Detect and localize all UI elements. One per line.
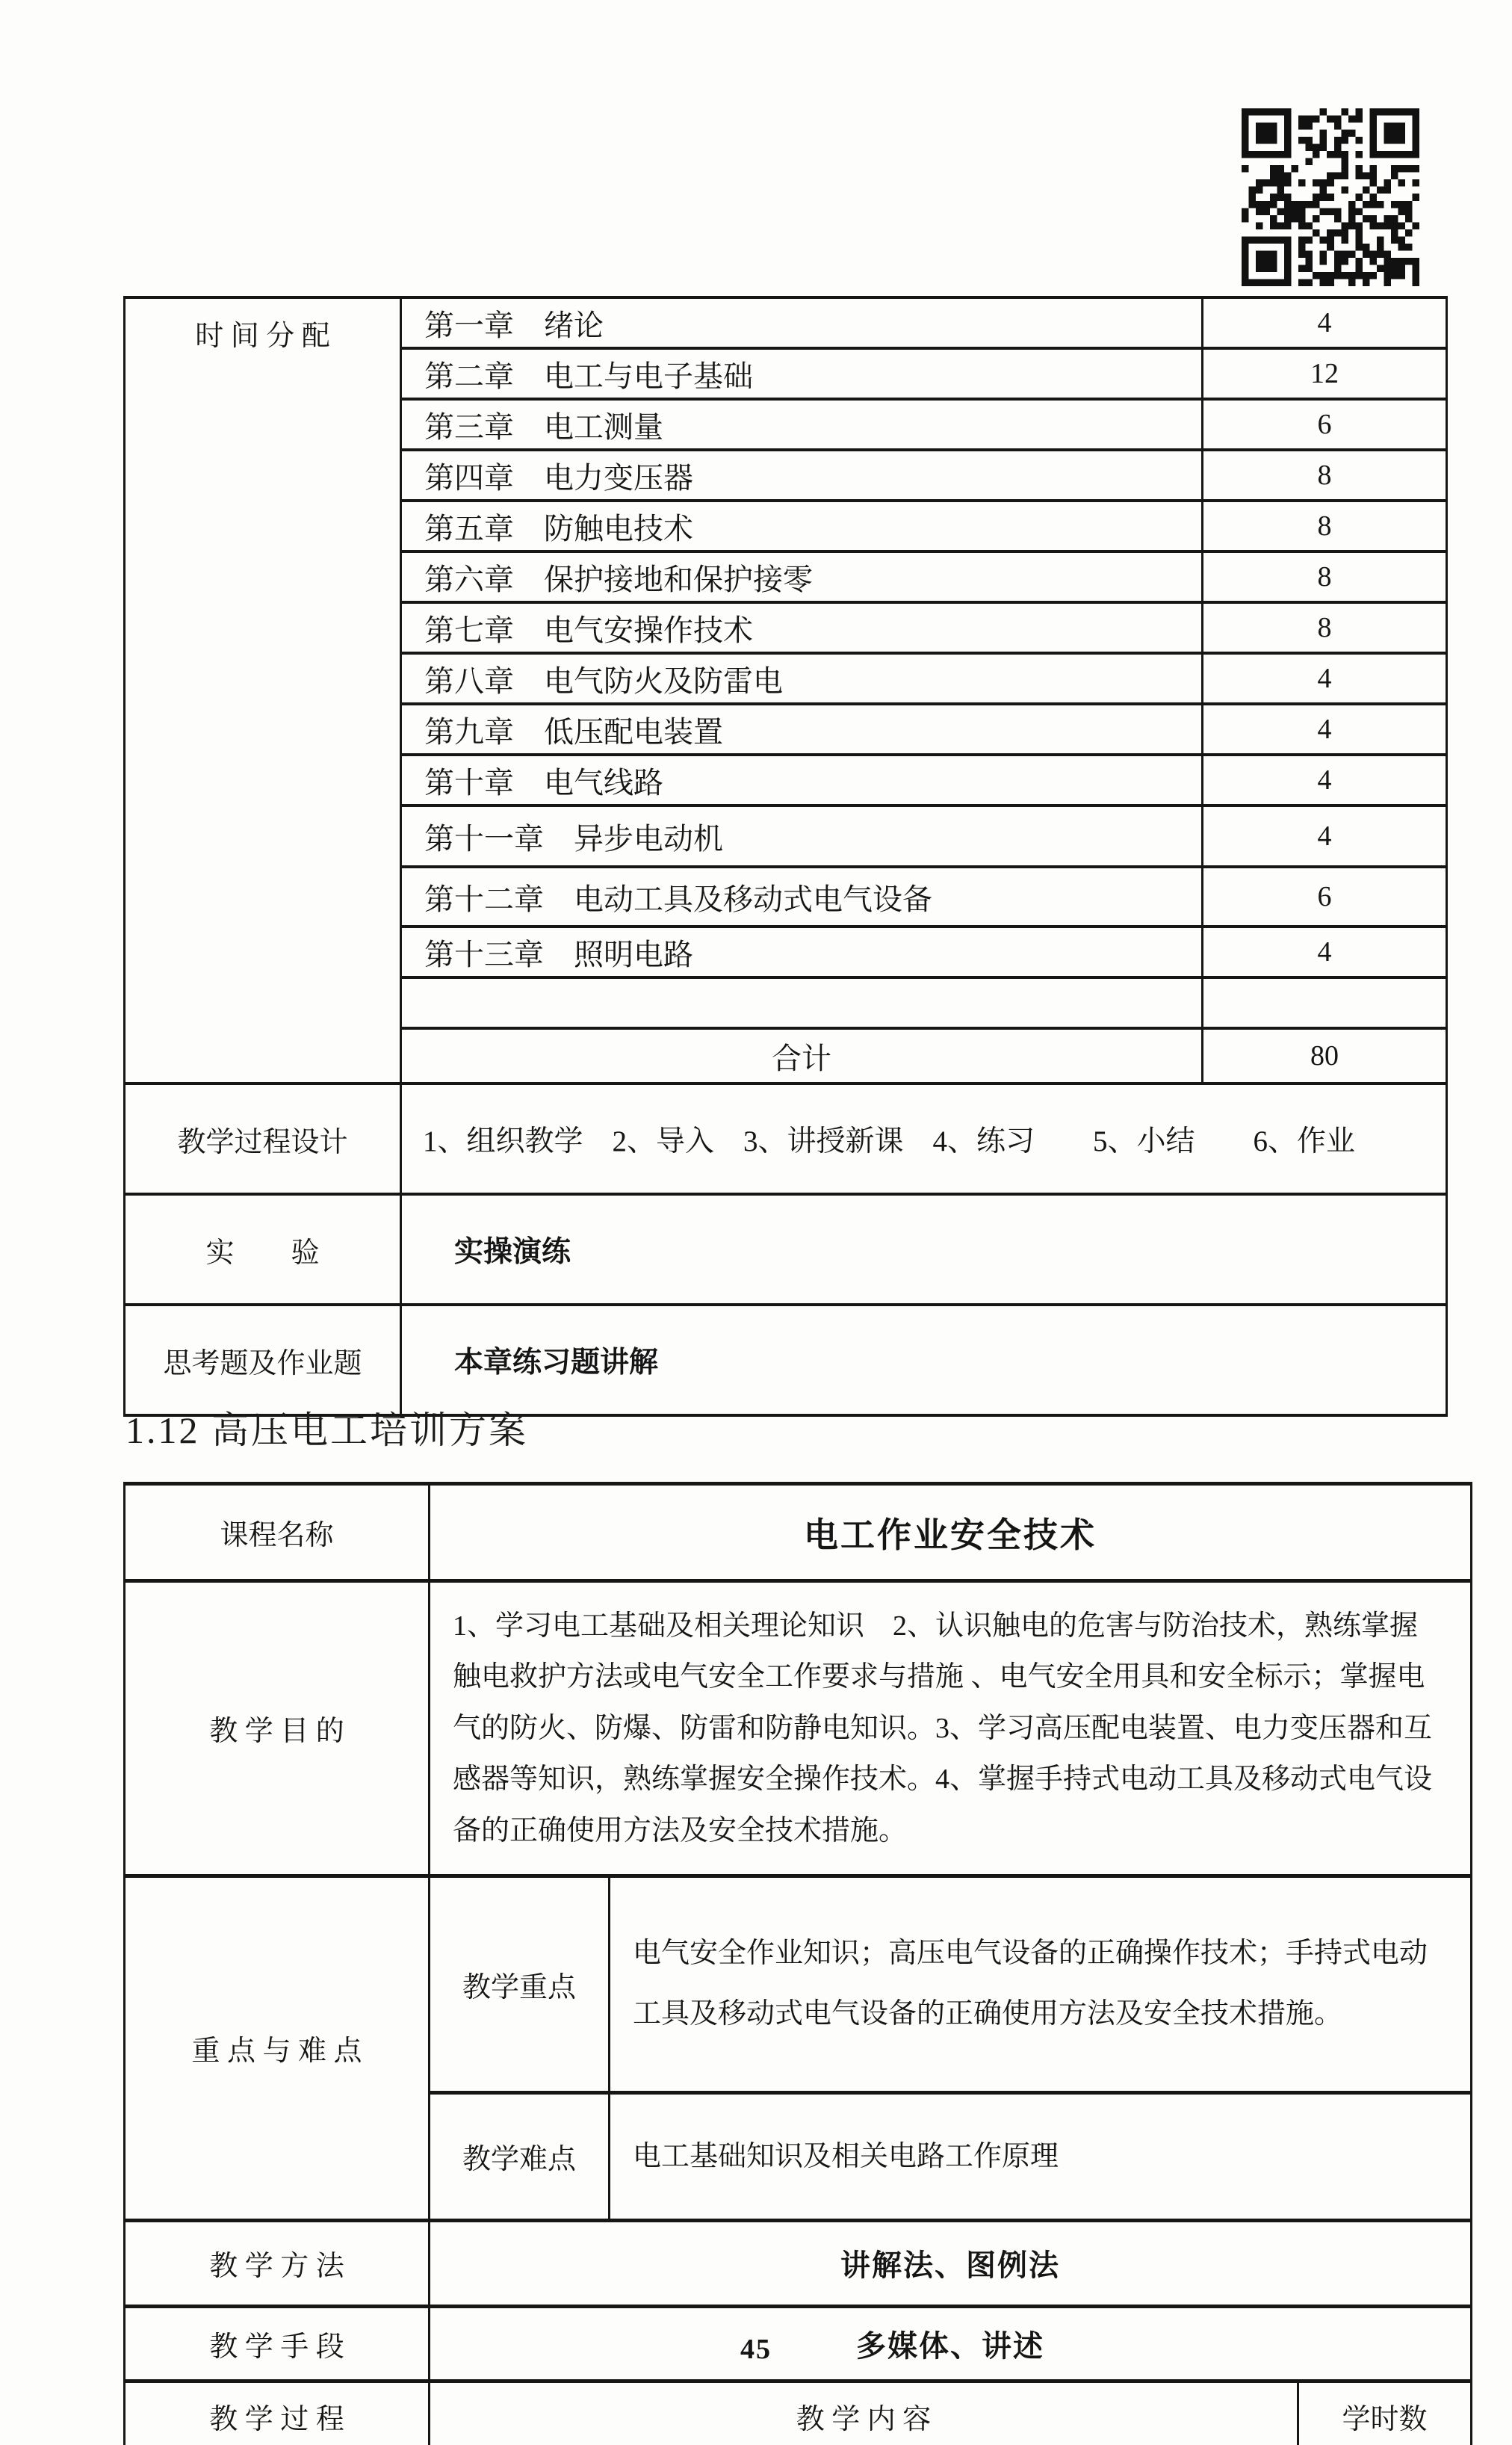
teaching-objective-row — [125, 1581, 1472, 1876]
teaching-process-label: 教 学 过 程 — [125, 2381, 430, 2445]
section-heading: 1.12 高压电工培训方案 — [126, 1409, 528, 1451]
teaching-process-design-label: 教学过程设计 — [125, 1084, 401, 1194]
teaching-objective-value: 1、学习电工基础及相关理论知识 2、认识触电的危害与防治技术，熟练掌握触电救护方法或电气安全工作要求与措施 、电气安全用具和安全标示；掌握电气的防火、防爆、防雷和防静电知识。3、学习高压配电装置、电力变压器和互感器等知识，熟练掌握安全操作技术。4、掌握手持式电动工具及移动式电气设备的正确使用方法及安全技术措施。 — [430, 1581, 1472, 1876]
chapter-title: 第四章 电力变压器 — [401, 450, 1203, 501]
experiment-value: 实操演练 — [401, 1194, 1447, 1305]
chapter-hours: 4 — [1203, 704, 1447, 755]
course-name-label: 课程名称 — [125, 1484, 430, 1581]
chapter-hours: 4 — [1203, 653, 1447, 704]
chapter-hours: 4 — [1203, 297, 1447, 348]
chapter-hours: 8 — [1203, 602, 1447, 653]
chapter-title: 第七章 电气安操作技术 — [401, 602, 1203, 653]
teaching-objective-label: 教 学 目 的 — [125, 1581, 430, 1876]
chapter-title: 第六章 保护接地和保护接零 — [401, 551, 1203, 602]
teaching-focus-row — [125, 1876, 1472, 2092]
chapter-hours: 8 — [1203, 450, 1447, 501]
time-allocation-label: 时 间 分 配 — [125, 297, 401, 1084]
teaching-focus-label: 教学重点 — [430, 1876, 610, 2092]
chapter-hours: 8 — [1203, 551, 1447, 602]
course-plan-table — [123, 1482, 1472, 2445]
teaching-method-value: 讲解法、图例法 — [430, 2220, 1472, 2306]
page-number: 45 — [740, 2334, 772, 2365]
qr-code — [1242, 103, 1419, 291]
chapter-title: 第十章 电气线路 — [401, 755, 1203, 806]
homework-value: 本章练习题讲解 — [401, 1305, 1447, 1415]
chapter-title: 第三章 电工测量 — [401, 399, 1203, 450]
chapter-title: 第二章 电工与电子基础 — [401, 348, 1203, 399]
chapter-hours: 6 — [1203, 867, 1447, 927]
chapter-title: 第十一章 异步电动机 — [401, 806, 1203, 867]
teaching-process-header-row — [125, 2381, 1472, 2445]
teaching-process-design-row — [125, 1084, 1447, 1194]
chapter-title: 第十二章 电动工具及移动式电气设备 — [401, 867, 1203, 927]
chapter-hours: 6 — [1203, 399, 1447, 450]
chapter-hours: 4 — [1203, 927, 1447, 977]
time-allocation-table — [123, 296, 1448, 1417]
chapter-title: 第一章 绪论 — [401, 297, 1203, 348]
chapter-title: 第五章 防触电技术 — [401, 501, 1203, 551]
chapter-hours: 4 — [1203, 755, 1447, 806]
experiment-row — [125, 1194, 1447, 1305]
chapter-hours — [1203, 977, 1447, 1028]
chapter-title — [401, 977, 1203, 1028]
total-label: 合计 — [401, 1028, 1203, 1084]
chapter-hours: 8 — [1203, 501, 1447, 551]
total-hours: 80 — [1203, 1028, 1447, 1084]
chapter-title: 第九章 低压配电装置 — [401, 704, 1203, 755]
experiment-label: 实 验 — [125, 1194, 401, 1305]
hours-count-header: 学时数 — [1298, 2381, 1472, 2445]
course-name-value: 电工作业安全技术 — [430, 1484, 1472, 1581]
chapter-hours: 4 — [1203, 806, 1447, 867]
table-row — [125, 297, 1447, 348]
chapter-title: 第八章 电气防火及防雷电 — [401, 653, 1203, 704]
course-name-row — [125, 1484, 1472, 1581]
teaching-difficulty-value: 电工基础知识及相关电路工作原理 — [610, 2092, 1472, 2220]
teaching-difficulty-label: 教学难点 — [430, 2092, 610, 2220]
homework-row — [125, 1305, 1447, 1415]
teaching-method-row — [125, 2220, 1472, 2306]
teaching-method-label: 教 学 方 法 — [125, 2220, 430, 2306]
teaching-means-label: 教 学 手 段 — [125, 2306, 430, 2381]
teaching-focus-value: 电气安全作业知识；高压电气设备的正确操作技术；手持式电动工具及移动式电气设备的正确使用方法及安全技术措施。 — [610, 1876, 1472, 2092]
teaching-content-header: 教 学 内 容 — [430, 2381, 1298, 2445]
teaching-means-value: 多媒体、讲述 — [430, 2306, 1472, 2381]
teaching-process-design-value: 1、组织教学 2、导入 3、讲授新课 4、练习 5、小结 6、作业 — [401, 1084, 1447, 1194]
chapter-hours: 12 — [1203, 348, 1447, 399]
key-points-label: 重 点 与 难 点 — [125, 1876, 430, 2220]
chapter-title: 第十三章 照明电路 — [401, 927, 1203, 977]
homework-label: 思考题及作业题 — [125, 1305, 401, 1415]
